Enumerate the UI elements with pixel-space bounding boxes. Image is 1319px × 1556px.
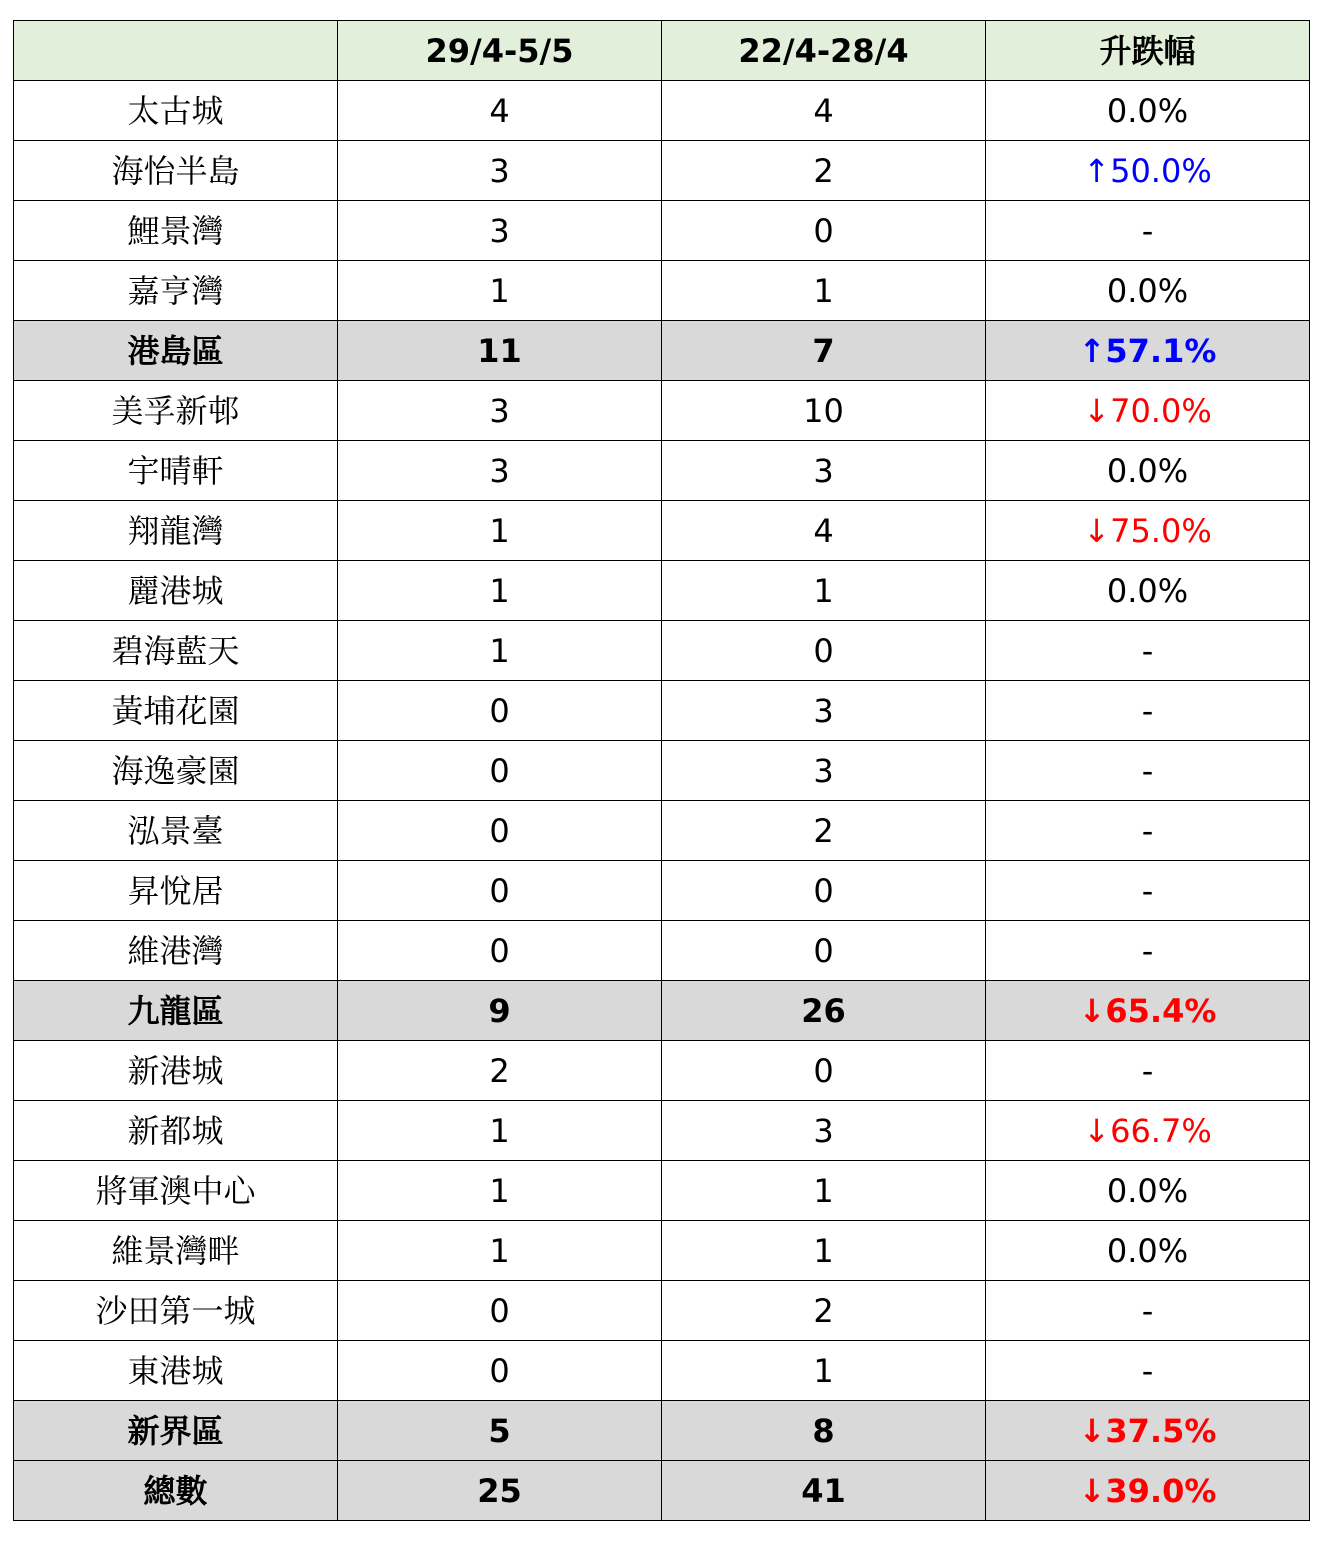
previous-week-count-cell: 2: [662, 801, 986, 861]
change-percent-cell: -: [986, 1281, 1310, 1341]
change-percent-cell: -: [986, 921, 1310, 981]
transactions-table: [13, 20, 1310, 1521]
current-week-count-cell: 0: [338, 741, 662, 801]
current-week-count-cell: 0: [338, 1281, 662, 1341]
current-week-count-cell: 1: [338, 261, 662, 321]
change-percent-cell: -: [986, 861, 1310, 921]
current-week-count-cell: 0: [338, 801, 662, 861]
estate-name-cell: 鯉景灣: [14, 201, 338, 261]
current-week-count-cell: 1: [338, 1221, 662, 1281]
change-percent-cell: 0.0%: [986, 261, 1310, 321]
change-percent-cell: ↓70.0%: [986, 381, 1310, 441]
previous-week-count-cell: 2: [662, 1281, 986, 1341]
previous-week-count-cell: 0: [662, 861, 986, 921]
change-percent-cell: ↓65.4%: [986, 981, 1310, 1041]
subtotal-row: [14, 321, 1310, 381]
change-percent-cell: ↑50.0%: [986, 141, 1310, 201]
current-week-count-cell: 1: [338, 1101, 662, 1161]
header-change: 升跌幅: [986, 21, 1310, 81]
previous-week-count-cell: 1: [662, 1221, 986, 1281]
estate-name-cell: 東港城: [14, 1341, 338, 1401]
change-percent-cell: -: [986, 201, 1310, 261]
table-row: [14, 381, 1310, 441]
current-week-count-cell: 0: [338, 1341, 662, 1401]
table-row: [14, 921, 1310, 981]
estate-name-cell: 宇晴軒: [14, 441, 338, 501]
table-row: [14, 141, 1310, 201]
header-row: [14, 21, 1310, 81]
change-percent-cell: ↓37.5%: [986, 1401, 1310, 1461]
current-week-count-cell: 1: [338, 1161, 662, 1221]
estate-name-cell: 沙田第一城: [14, 1281, 338, 1341]
change-percent-cell: 0.0%: [986, 81, 1310, 141]
current-week-count-cell: 9: [338, 981, 662, 1041]
current-week-count-cell: 2: [338, 1041, 662, 1101]
header-current-week: 29/4-5/5: [338, 21, 662, 81]
estate-name-cell: 維港灣: [14, 921, 338, 981]
current-week-count-cell: 11: [338, 321, 662, 381]
estate-name-cell: 港島區: [14, 321, 338, 381]
table-row: [14, 1281, 1310, 1341]
table-row: [14, 681, 1310, 741]
header-estate: [14, 21, 338, 81]
estate-name-cell: 九龍區: [14, 981, 338, 1041]
previous-week-count-cell: 0: [662, 201, 986, 261]
table-row: [14, 861, 1310, 921]
subtotal-row: [14, 1461, 1310, 1521]
subtotal-row: [14, 981, 1310, 1041]
subtotal-row: [14, 1401, 1310, 1461]
change-percent-cell: ↓39.0%: [986, 1461, 1310, 1521]
previous-week-count-cell: 0: [662, 621, 986, 681]
current-week-count-cell: 3: [338, 441, 662, 501]
estate-name-cell: 美孚新邨: [14, 381, 338, 441]
change-percent-cell: ↓75.0%: [986, 501, 1310, 561]
table-body: [14, 81, 1310, 1521]
previous-week-count-cell: 4: [662, 501, 986, 561]
table-row: [14, 1341, 1310, 1401]
previous-week-count-cell: 0: [662, 921, 986, 981]
current-week-count-cell: 0: [338, 921, 662, 981]
table-row: [14, 1221, 1310, 1281]
table-row: [14, 261, 1310, 321]
table-row: [14, 561, 1310, 621]
change-percent-cell: 0.0%: [986, 561, 1310, 621]
current-week-count-cell: 3: [338, 201, 662, 261]
estate-name-cell: 泓景臺: [14, 801, 338, 861]
header-previous-week: 22/4-28/4: [662, 21, 986, 81]
estate-name-cell: 新界區: [14, 1401, 338, 1461]
previous-week-count-cell: 3: [662, 1101, 986, 1161]
estate-name-cell: 黃埔花園: [14, 681, 338, 741]
table-row: [14, 1041, 1310, 1101]
current-week-count-cell: 1: [338, 501, 662, 561]
previous-week-count-cell: 3: [662, 741, 986, 801]
previous-week-count-cell: 2: [662, 141, 986, 201]
current-week-count-cell: 1: [338, 561, 662, 621]
estate-name-cell: 維景灣畔: [14, 1221, 338, 1281]
table-row: [14, 801, 1310, 861]
estate-name-cell: 碧海藍天: [14, 621, 338, 681]
table-row: [14, 1101, 1310, 1161]
previous-week-count-cell: 4: [662, 81, 986, 141]
change-percent-cell: ↑57.1%: [986, 321, 1310, 381]
previous-week-count-cell: 7: [662, 321, 986, 381]
estate-name-cell: 將軍澳中心: [14, 1161, 338, 1221]
change-percent-cell: 0.0%: [986, 441, 1310, 501]
change-percent-cell: -: [986, 801, 1310, 861]
table-row: [14, 441, 1310, 501]
table-row: [14, 621, 1310, 681]
table-row: [14, 81, 1310, 141]
estate-name-cell: 海逸豪園: [14, 741, 338, 801]
estate-name-cell: 麗港城: [14, 561, 338, 621]
previous-week-count-cell: 0: [662, 1041, 986, 1101]
estate-name-cell: 昇悅居: [14, 861, 338, 921]
change-percent-cell: -: [986, 1041, 1310, 1101]
change-percent-cell: -: [986, 621, 1310, 681]
change-percent-cell: 0.0%: [986, 1161, 1310, 1221]
table-header: [14, 21, 1310, 81]
current-week-count-cell: 1: [338, 621, 662, 681]
previous-week-count-cell: 41: [662, 1461, 986, 1521]
current-week-count-cell: 4: [338, 81, 662, 141]
previous-week-count-cell: 1: [662, 1161, 986, 1221]
current-week-count-cell: 25: [338, 1461, 662, 1521]
change-percent-cell: 0.0%: [986, 1221, 1310, 1281]
current-week-count-cell: 3: [338, 141, 662, 201]
estate-name-cell: 新都城: [14, 1101, 338, 1161]
previous-week-count-cell: 1: [662, 261, 986, 321]
estate-name-cell: 嘉亨灣: [14, 261, 338, 321]
table-row: [14, 741, 1310, 801]
estate-name-cell: 總數: [14, 1461, 338, 1521]
change-percent-cell: ↓66.7%: [986, 1101, 1310, 1161]
previous-week-count-cell: 1: [662, 1341, 986, 1401]
current-week-count-cell: 0: [338, 861, 662, 921]
change-percent-cell: -: [986, 1341, 1310, 1401]
change-percent-cell: -: [986, 741, 1310, 801]
estate-name-cell: 海怡半島: [14, 141, 338, 201]
previous-week-count-cell: 3: [662, 681, 986, 741]
current-week-count-cell: 5: [338, 1401, 662, 1461]
current-week-count-cell: 0: [338, 681, 662, 741]
previous-week-count-cell: 8: [662, 1401, 986, 1461]
current-week-count-cell: 3: [338, 381, 662, 441]
estate-name-cell: 翔龍灣: [14, 501, 338, 561]
previous-week-count-cell: 3: [662, 441, 986, 501]
previous-week-count-cell: 1: [662, 561, 986, 621]
previous-week-count-cell: 10: [662, 381, 986, 441]
table-row: [14, 201, 1310, 261]
estate-name-cell: 太古城: [14, 81, 338, 141]
change-percent-cell: -: [986, 681, 1310, 741]
table-row: [14, 501, 1310, 561]
previous-week-count-cell: 26: [662, 981, 986, 1041]
estate-name-cell: 新港城: [14, 1041, 338, 1101]
table-row: [14, 1161, 1310, 1221]
